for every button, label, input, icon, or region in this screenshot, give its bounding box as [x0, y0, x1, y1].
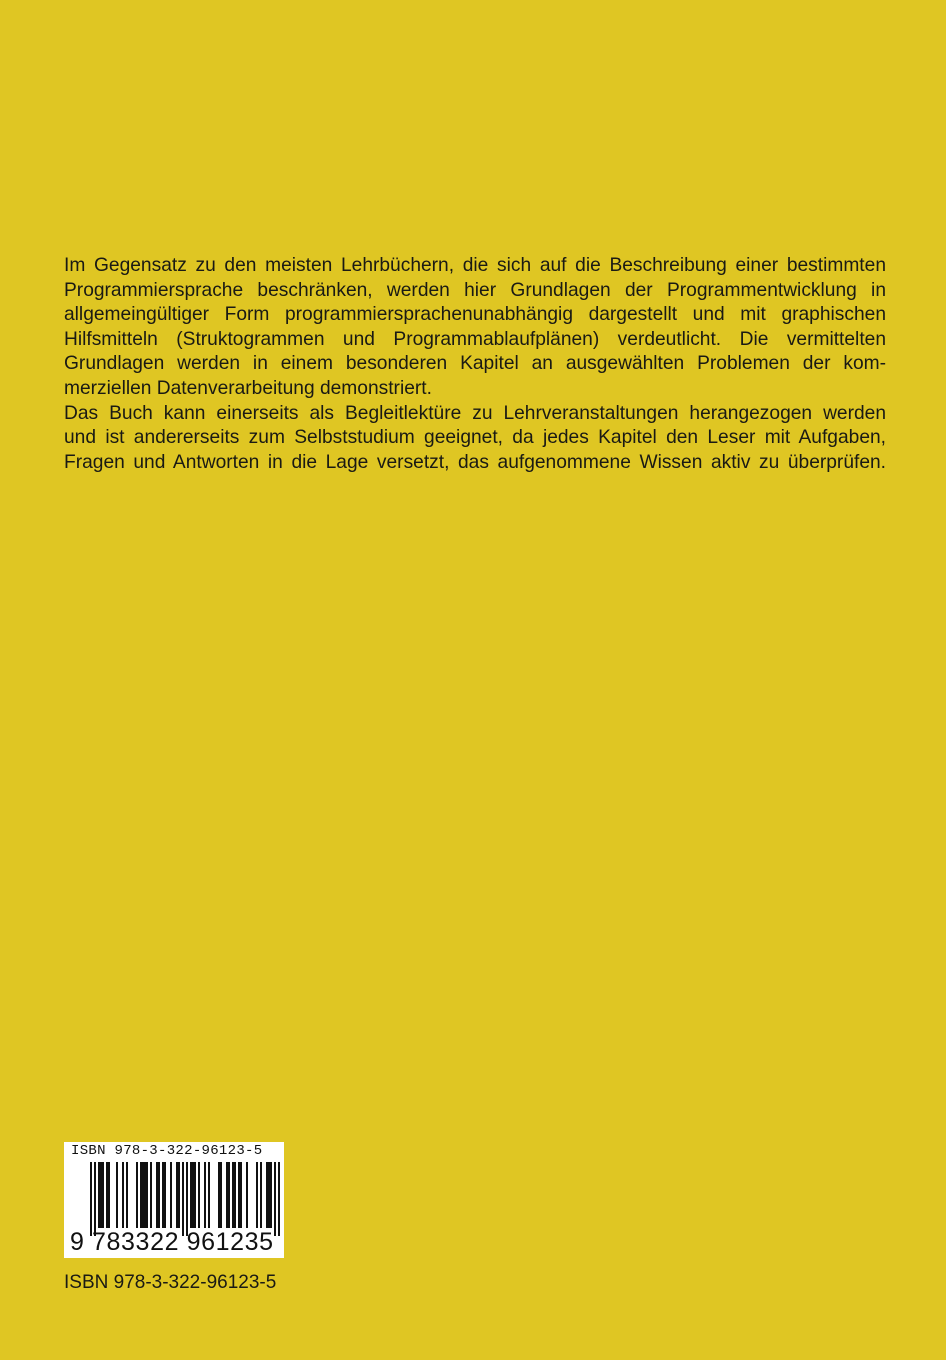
- blurb-line-3: allgemeingültiger Form programmiersprachenunabhängig dargestellt und mit graphischen: [64, 304, 886, 326]
- barcode-bar: [106, 1162, 110, 1228]
- barcode-bar: [198, 1162, 200, 1228]
- barcode-guard-bar: [186, 1162, 188, 1236]
- barcode-bar: [218, 1162, 222, 1228]
- barcode-guard-bar: [182, 1162, 184, 1236]
- barcode-bar: [176, 1162, 180, 1228]
- barcode-bar: [256, 1162, 258, 1228]
- barcode: [64, 1142, 284, 1258]
- barcode-bar: [150, 1162, 152, 1228]
- barcode-bar: [170, 1162, 172, 1228]
- barcode-digits: 9 783322 961235: [70, 1228, 274, 1256]
- barcode-bar: [162, 1162, 166, 1228]
- blurb-line-7: Das Buch kann einerseits als Begleitlektüre zu Lehrveranstaltungen herangezogen werden: [64, 402, 886, 424]
- barcode-bar: [136, 1162, 138, 1228]
- barcode-bar: [140, 1162, 148, 1228]
- blurb-line-6: merziellen Datenverarbeitung demonstriert.: [64, 377, 432, 399]
- blurb-line-1: Im Gegensatz zu den meisten Lehrbüchern, die sich auf die Beschreibung einer bestimmten: [64, 255, 886, 276]
- barcode-bar: [156, 1162, 160, 1228]
- blurb-line-5: Grundlagen werden in einem besonderen Kapitel an ausgewählten Problemen der kom-: [64, 353, 886, 375]
- barcode-bar: [98, 1162, 104, 1228]
- barcode-bar: [238, 1162, 242, 1228]
- barcode-bar: [126, 1162, 128, 1228]
- barcode-bar: [266, 1162, 272, 1228]
- barcode-bar: [122, 1162, 124, 1228]
- blurb-line-9: Fragen und Antworten in die Lage versetzt, das aufgenommene Wissen aktiv zu überprüfen.: [64, 451, 886, 473]
- barcode-bar: [204, 1162, 206, 1228]
- barcode-guard-bar: [274, 1162, 276, 1236]
- barcode-guard-bar: [278, 1162, 280, 1236]
- blurb-line-8: und ist andererseits zum Selbststudium geeignet, da jedes Kapitel den Leser mit Aufgaben,: [64, 427, 886, 449]
- barcode-bar: [232, 1162, 236, 1228]
- blurb-line-2: Programmiersprache beschränken, werden hier Grundlagen der Programmentwicklung in: [64, 279, 886, 301]
- isbn-number: ISBN 978-3-322-96123-5: [64, 1272, 277, 1293]
- barcode-bar: [226, 1162, 230, 1228]
- barcode-guard-bar: [94, 1162, 96, 1236]
- blurb-line-4: Hilfsmitteln (Struktogrammen und Programmablaufplänen) verdeutlicht. Die vermittelten: [64, 328, 886, 350]
- blurb-text: [64, 254, 886, 475]
- barcode-bar: [190, 1162, 196, 1228]
- barcode-guard-bar: [90, 1162, 92, 1236]
- barcode-bar: [246, 1162, 248, 1228]
- barcode-bar: [208, 1162, 210, 1228]
- barcode-top-text: ISBN 978-3-322-96123-5: [71, 1143, 263, 1159]
- barcode-bar: [260, 1162, 262, 1228]
- barcode-bar: [116, 1162, 118, 1228]
